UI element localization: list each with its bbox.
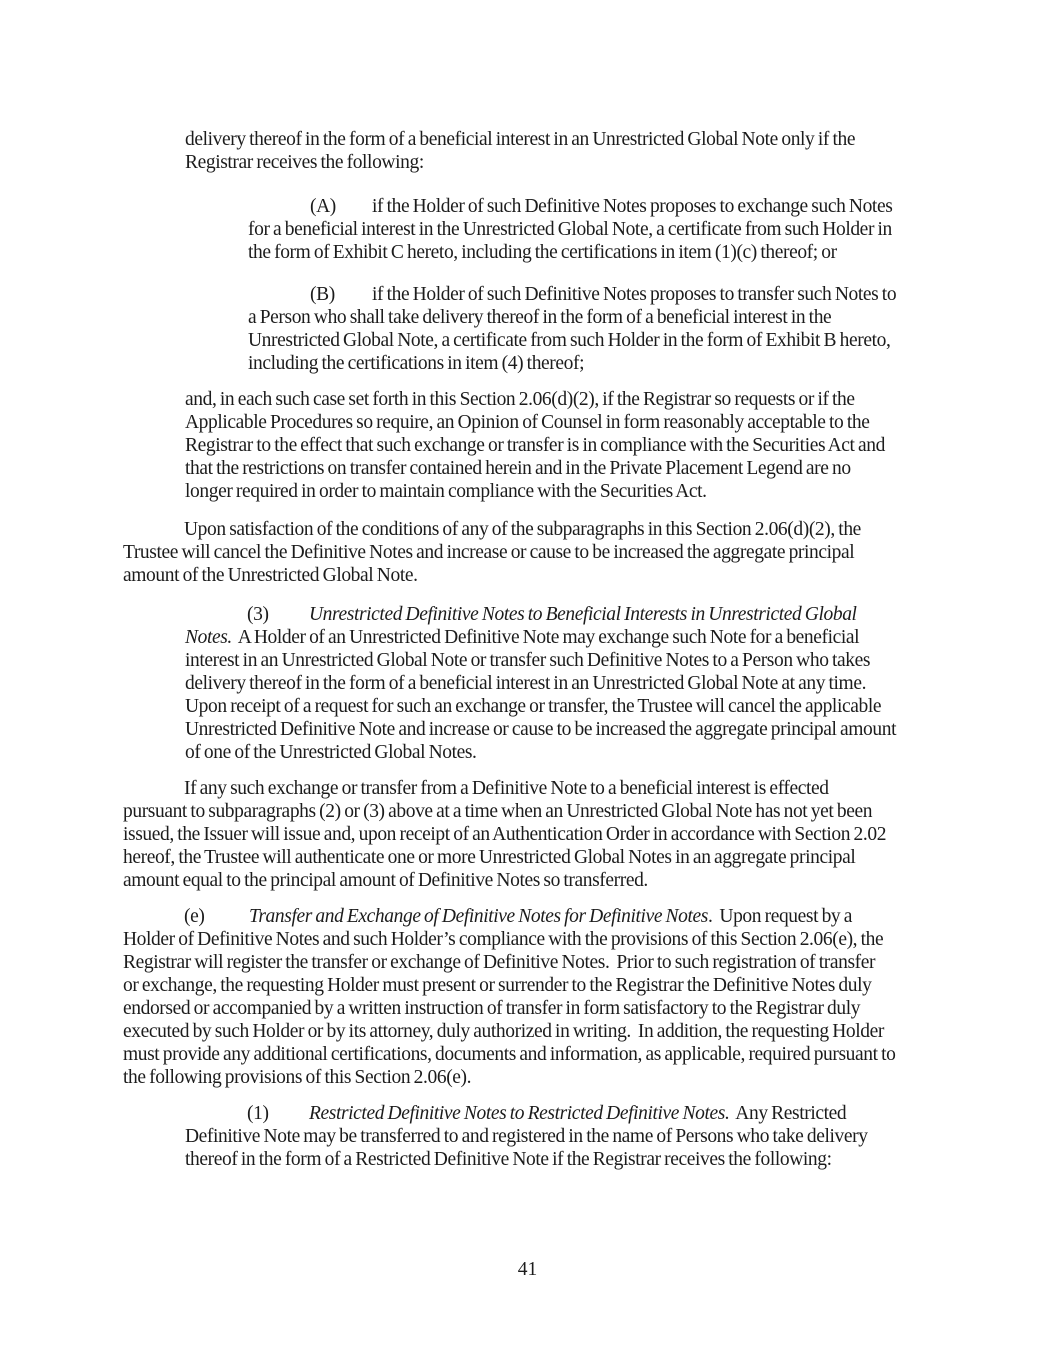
text-line: Holder of Definitive Notes and such Holder’s compliance with the provisions of this Section 2.06(e), the: [123, 929, 884, 950]
text-line: a Person who shall take delivery thereof in the form of a beneficial interest in the: [248, 307, 832, 328]
text-line: Unrestricted Definitive Note and increase or cause to be increased the aggregate principal amount: [185, 719, 897, 740]
clause-label: (1): [247, 1103, 269, 1124]
text-line: that the restrictions on transfer contained herein and in the Private Placement Legend are no: [185, 458, 851, 479]
text-line: hereof, the Trustee will authenticate one or more Unrestricted Global Notes in an aggregate principal: [123, 847, 856, 868]
text-line: executed by such Holder or by its attorney, duly authorized in writing. In addition, the requesting Holder: [123, 1021, 884, 1042]
text-line: of one of the Unrestricted Global Notes.: [185, 742, 477, 763]
clause-text: . Upon request by a: [707, 906, 853, 927]
clause-title-italic: Unrestricted Definitive Notes to Beneficial Interests in Unrestricted Global: [309, 604, 857, 625]
text-line: Registrar receives the following:: [185, 152, 424, 173]
text-line: and, in each such case set forth in this Section 2.06(d)(2), if the Registrar so requests or if the: [185, 389, 855, 410]
text-line: Registrar will register the transfer or exchange of Definitive Notes. Prior to such registration of transfer: [123, 952, 876, 973]
text-line: amount equal to the principal amount of Definitive Notes so transferred.: [123, 870, 648, 891]
clause-label: (B): [310, 284, 335, 305]
paragraph-clause-1: [185, 1102, 937, 1171]
clause-text: Any Restricted: [729, 1103, 847, 1124]
text-line: issued, the Issuer will issue and, upon receipt of an Authentication Order in accordance with Section 2.02: [123, 824, 887, 845]
text-line: or exchange, the requesting Holder must present or surrender to the Registrar the Definitive Notes duly: [123, 975, 872, 996]
text-line: the form of Exhibit C hereto, including the certifications in item (1)(c) thereof; or: [248, 242, 837, 263]
text-line: including the certifications in item (4) thereof;: [248, 353, 585, 374]
clause-label: (A): [310, 196, 336, 217]
text-line: longer required in order to maintain compliance with the Securities Act.: [185, 481, 707, 502]
clause-text: if the Holder of such Definitive Notes proposes to transfer such Notes to: [372, 284, 897, 305]
clause-label: (3): [247, 604, 269, 625]
text-line: endorsed or accompanied by a written instruction of transfer in form satisfactory to the Registrar duly: [123, 998, 861, 1019]
text-line: [185, 1102, 937, 1125]
text-line: delivery thereof in the form of a beneficial interest in an Unrestricted Global Note at any time.: [185, 673, 867, 694]
paragraph-if-any: [123, 777, 937, 892]
clause-title-italic: Transfer and Exchange of Definitive Notes for Definitive Notes: [249, 906, 708, 927]
text-line: [123, 905, 937, 928]
paragraph-and-case: [185, 388, 937, 503]
text-line: [248, 195, 937, 218]
page-number: 41: [517, 1259, 538, 1280]
text-line: Upon receipt of a request for such an exchange or transfer, the Trustee will cancel the applicable: [185, 696, 882, 717]
text-line: [185, 626, 937, 649]
text-line: for a beneficial interest in the Unrestricted Global Note, a certificate from such Holder in: [248, 219, 892, 240]
paragraph-subclause-a: [248, 195, 937, 264]
clause-title-italic: Notes.: [185, 627, 232, 648]
text-line: delivery thereof in the form of a beneficial interest in an Unrestricted Global Note only if the: [185, 129, 856, 150]
text-line: Definitive Note may be transferred to and registered in the name of Persons who take delivery: [185, 1126, 868, 1147]
text-line: pursuant to subparagraphs (2) or (3) above at a time when an Unrestricted Global Note has not yet been: [123, 801, 873, 822]
clause-label: (e): [184, 906, 205, 927]
text-line: [185, 603, 937, 626]
clause-text: if the Holder of such Definitive Notes proposes to exchange such Notes: [372, 196, 893, 217]
text-line: Applicable Procedures so require, an Opinion of Counsel in form reasonably acceptable to the: [185, 412, 870, 433]
text-line: interest in an Unrestricted Global Note or transfer such Definitive Notes to a Person who takes: [185, 650, 871, 671]
clause-title-italic: Restricted Definitive Notes to Restricted Definitive Notes.: [309, 1103, 730, 1124]
paragraph-subclause-b: [248, 283, 937, 375]
text-line: Registrar to the effect that such exchange or transfer is in compliance with the Securities Act and: [185, 435, 885, 456]
text-line: thereof in the form of a Restricted Definitive Note if the Registrar receives the following:: [185, 1149, 832, 1170]
text-line: must provide any additional certifications, documents and information, as applicable, required pursuant to: [123, 1044, 896, 1065]
text-line: Trustee will cancel the Definitive Notes and increase or cause to be increased the aggregate principal: [123, 542, 855, 563]
text-line: If any such exchange or transfer from a Definitive Note to a beneficial interest is effected: [184, 778, 829, 799]
text-line: the following provisions of this Section 2.06(e).: [123, 1067, 472, 1088]
paragraph-continuation: [185, 128, 937, 174]
text-line: [248, 283, 937, 306]
text-line: Upon satisfaction of the conditions of any of the subparagraphs in this Section 2.06(d)(2), the: [184, 519, 861, 540]
paragraph-upon-satisfaction: [123, 518, 937, 587]
text-line: Unrestricted Global Note, a certificate from such Holder in the form of Exhibit B hereto,: [248, 330, 891, 351]
paragraph-clause-3: [185, 603, 937, 764]
text-line: amount of the Unrestricted Global Note.: [123, 565, 418, 586]
paragraph-clause-e: [123, 905, 937, 1089]
clause-text: A Holder of an Unrestricted Definitive Note may exchange such Note for a beneficial: [231, 627, 860, 648]
